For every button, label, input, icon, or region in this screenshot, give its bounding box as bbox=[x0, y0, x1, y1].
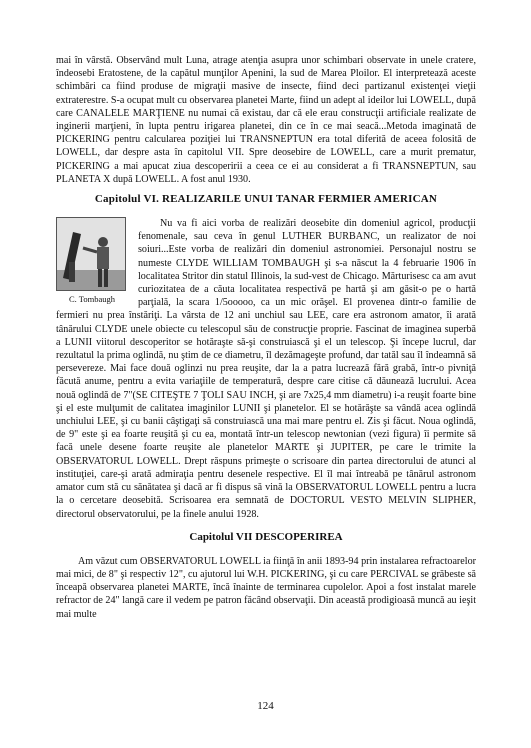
tombaugh-figure bbox=[56, 217, 128, 304]
page-number: 124 bbox=[257, 700, 274, 712]
chapter-7-paragraph: Am văzut cum OBSERVATORUL LOWELL ia fiinţă în anii 1893-94 prin instalarea refractoarelor mai mici, de 8" şi respectiv 12", cu ajutorul lui W.H. PICKERING, şi cu care PERCIVAL se grăbeste să înceapă observarea planetei MARTE, încă înainte de terminarea cupolelor. Apoi a fost instalat marele refractor de 24" langă care il vedem pe patron făcând observaţii. Din această prodigioasă muncă au ieşit mai multe bbox=[56, 555, 476, 620]
chapter-7-heading: Capitolul VII DESCOPERIREA bbox=[189, 530, 343, 543]
tombaugh-telescope-photo bbox=[56, 217, 126, 291]
chapter-6-paragraph: Nu va fi aici vorba de realizări deosebite din domeniul agricol, producţii fenomenale, sau ceva în genul LUTHER BURBANC, un realizator de noi soiuri...Este vorba de realizări din domeniul astronomiei. Personajul nostru se numeste CLYDE WILLIAM TOMBAUGH şi s-a născut la 4 februarie 1906 în localitatea Stritor din statul Illinois, la sud-vest de Chicago. Mărturisesc ca am avut curiozitatea de a căuta localitatea respectivă pe hartă şi am găsit-o pe o hartă parţială, la scara 1/5ooooo, ca un mic orăşel. El provenea dintr-o familie de fermieri nu prea înstăriţi. La vârsta de 12 ani unchiul sau LEE, care era astronom amator, îi arată tânărului CLYDE unele obiecte cu telescopul său de construcţie proprie. Fascinat de imaginea superbă a LUNII viitorul descoperitor se hotăraşte să-şi construiască şi el un telescop. Şi începe lucrul, dar rezultatul la prima oglindă, nu ştim de ce diametru, îl dezămageşte profund, dar tatăl sau îl îndeamnă să persevereze. Mai face două oglinzi nu prea reuşite, dar la a patra lucrează fără grabă, într-o pivniţă făcută anume, pentru a evita variaţiile de temperatură, despre care citise că dăunează lucrului. Acea nouă oglindă de 7"(SE CITEŞTE 7 ŢOLI SAU INCH, şi are 7x25,4 mm diametru) i-a reuşit foarte bine şi el este mulţumit de calitatea imaginilor LUNII şi planetelor. El se hotărăşte sa vândă acea oglindă unchiului LEE, şi cu banii câştigaţi să construiască una mai mare pentru el. Zis şi făcut. Noua oglindă, de 9" este şi ea foarte reuşită şi cu ea, montată într-un telescop newtonian (vezi figura) îi permite să facă unele desene foarte reuşite ale planetelor MARTE şi JUPITER, pe care le trimite la OBSERVATORUL LOWELL. Drept răspuns primeşte o scrisoare din partea directorului de atunci al instituţiei, care-şi arată admiraţia pentru desenele respective. El îl mai întreabă pe tânărul astronom amator cum stă cu sănătatea şi dacă ar fi dispus să vină la OBSERVATORUL LOWELL pentru a lucra la o cercetare deosebită. Scrisoarea era semnată de DOCTORUL VESTO MELVIN SLIPHER, directorul observatorului, pe la finele anului 1928. bbox=[56, 218, 476, 520]
page-body bbox=[56, 54, 476, 621]
photo-caption: C. Tombaugh bbox=[69, 294, 115, 305]
chapter-6-heading: Capitolul VI. REALIZARILE UNUI TANAR FERMIER AMERICAN bbox=[94, 193, 438, 206]
intro-paragraph: mai în vârstă. Observând mult Luna, atrage atenţia asupra unor schimbari observate in unele cratere, îndeosebi Eratostene, de la capătul munţilor Apenini, la sud de Marea Ploilor. El interpretează aceste schimbări ca fiind produse de migraţii masive de insecte, fiind deci partizanul existenţei vieţii extraterestre. S-a ocupat mult cu observarea planetei Marte, fiind un adept al ideilor lui LOWELL, după care CANALELE MARŢIENE nu numai că existau, dar că ele erau construcţii artificiale realizate de inginerii marţieni, în lupta pentru irigarea planetei, din ce în ce mai seacă...Metoda imaginată de PICKERING pentru calcularea poziţiei lui TRANSNEPTUN era total diferită de aceea folosită de LOWELL, dar despre asta în capitolul VII. Spre deosebire de LOWELL, care a murit prematur, PICKERING a mai apucat ziua descoperirii a ceea ce ei au considerat a fi TRANSNEPTUN, sau PLANETA X după LOWELL. A fost anul 1930. bbox=[56, 55, 476, 185]
